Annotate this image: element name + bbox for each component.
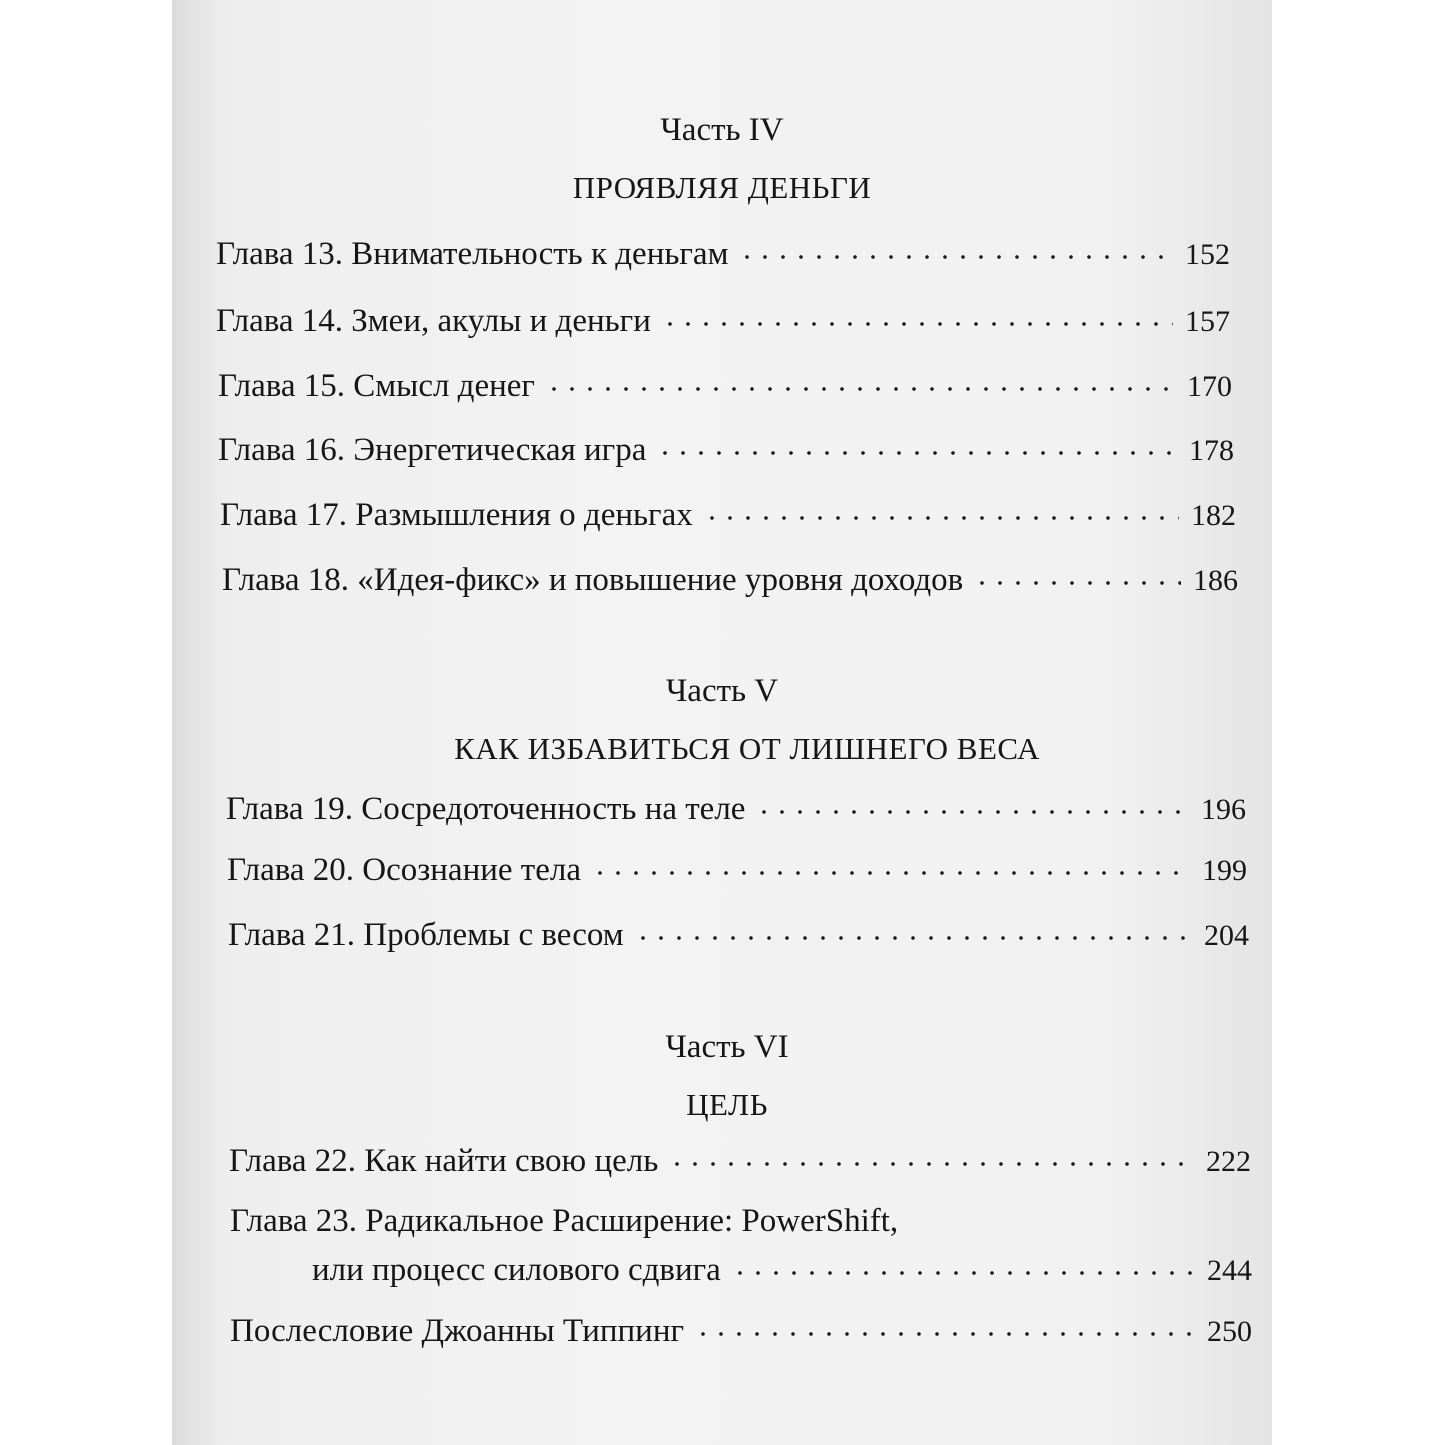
page-number: 182	[1191, 499, 1236, 532]
toc-entry-chapter-20	[227, 852, 1247, 889]
dot-leader	[545, 386, 1175, 392]
chapter-title: Глава 13. Внимательность к деньгам	[216, 236, 729, 272]
dot-leader	[661, 321, 1173, 327]
part-5-title: КАК ИЗБАВИТЬСЯ ОТ ЛИШНЕГО ВЕСА	[454, 731, 1040, 766]
toc-entry-chapter-23	[312, 1252, 1252, 1289]
dot-leader	[703, 515, 1179, 521]
chapter-title: Глава 17. Размышления о деньгах	[220, 497, 693, 533]
page-number: 199	[1202, 854, 1247, 887]
dot-leader	[668, 1161, 1194, 1167]
chapter-title: Глава 22. Как найти свою цель	[229, 1143, 659, 1179]
chapter-title: Послесловие Джоанны Типпинг	[230, 1313, 685, 1349]
chapter-title: Глава 19. Сосредоточенность на теле	[226, 791, 746, 827]
dot-leader	[656, 450, 1177, 456]
dot-leader	[738, 254, 1173, 260]
toc-entry-chapter-18	[222, 562, 1238, 599]
dot-leader	[755, 809, 1189, 815]
toc-entry-chapter-13	[216, 236, 1230, 273]
toc-entry-chapter-17	[220, 497, 1236, 534]
chapter-title: Глава 23. Радикальное Расширение: PowerShift,	[230, 1203, 899, 1239]
toc-entry-afterword	[230, 1313, 1252, 1350]
page-number: 178	[1189, 434, 1234, 467]
toc-entry-chapter-19	[226, 791, 1246, 828]
chapter-title: Глава 16. Энергетическая игра	[218, 432, 647, 468]
chapter-title: Глава 21. Проблемы с весом	[228, 917, 624, 953]
part-4-title: ПРОЯВЛЯЯ ДЕНЬГИ	[572, 170, 872, 205]
toc-entry-chapter-23-first-line	[230, 1203, 898, 1240]
chapter-title: Глава 20. Осознание тела	[227, 852, 581, 888]
book-page	[172, 0, 1272, 1445]
dot-leader	[694, 1331, 1195, 1337]
dot-leader	[634, 935, 1192, 941]
page-number: 250	[1207, 1315, 1252, 1348]
toc-entry-chapter-16	[218, 432, 1234, 469]
dot-leader	[973, 580, 1181, 586]
toc-entry-chapter-15	[218, 368, 1232, 405]
chapter-title: Глава 18. «Идея-фикс» и повышение уровня доходов	[222, 562, 964, 598]
chapter-title: Глава 14. Змеи, акулы и деньги	[216, 303, 651, 339]
page-number: 186	[1193, 564, 1238, 597]
page-number: 170	[1187, 370, 1232, 403]
toc-entry-chapter-14	[216, 303, 1230, 340]
part-6-title: ЦЕЛЬ	[686, 1087, 768, 1122]
dot-leader	[591, 870, 1190, 876]
page-number: 244	[1207, 1254, 1252, 1287]
page-number: 157	[1185, 305, 1230, 338]
page-number: 204	[1204, 919, 1249, 952]
page-number: 196	[1201, 793, 1246, 826]
part-4-label: Часть IV	[660, 112, 784, 148]
toc-entry-chapter-22	[229, 1143, 1251, 1180]
part-5-label: Часть V	[665, 673, 779, 709]
page-number: 152	[1185, 238, 1230, 271]
part-6-label: Часть VI	[665, 1029, 789, 1065]
chapter-title-continuation: или процесс силового сдвига	[312, 1252, 721, 1288]
chapter-title: Глава 15. Смысл денег	[218, 368, 535, 404]
toc-entry-chapter-21	[228, 917, 1249, 954]
page-number: 222	[1206, 1145, 1251, 1178]
dot-leader	[731, 1270, 1195, 1276]
